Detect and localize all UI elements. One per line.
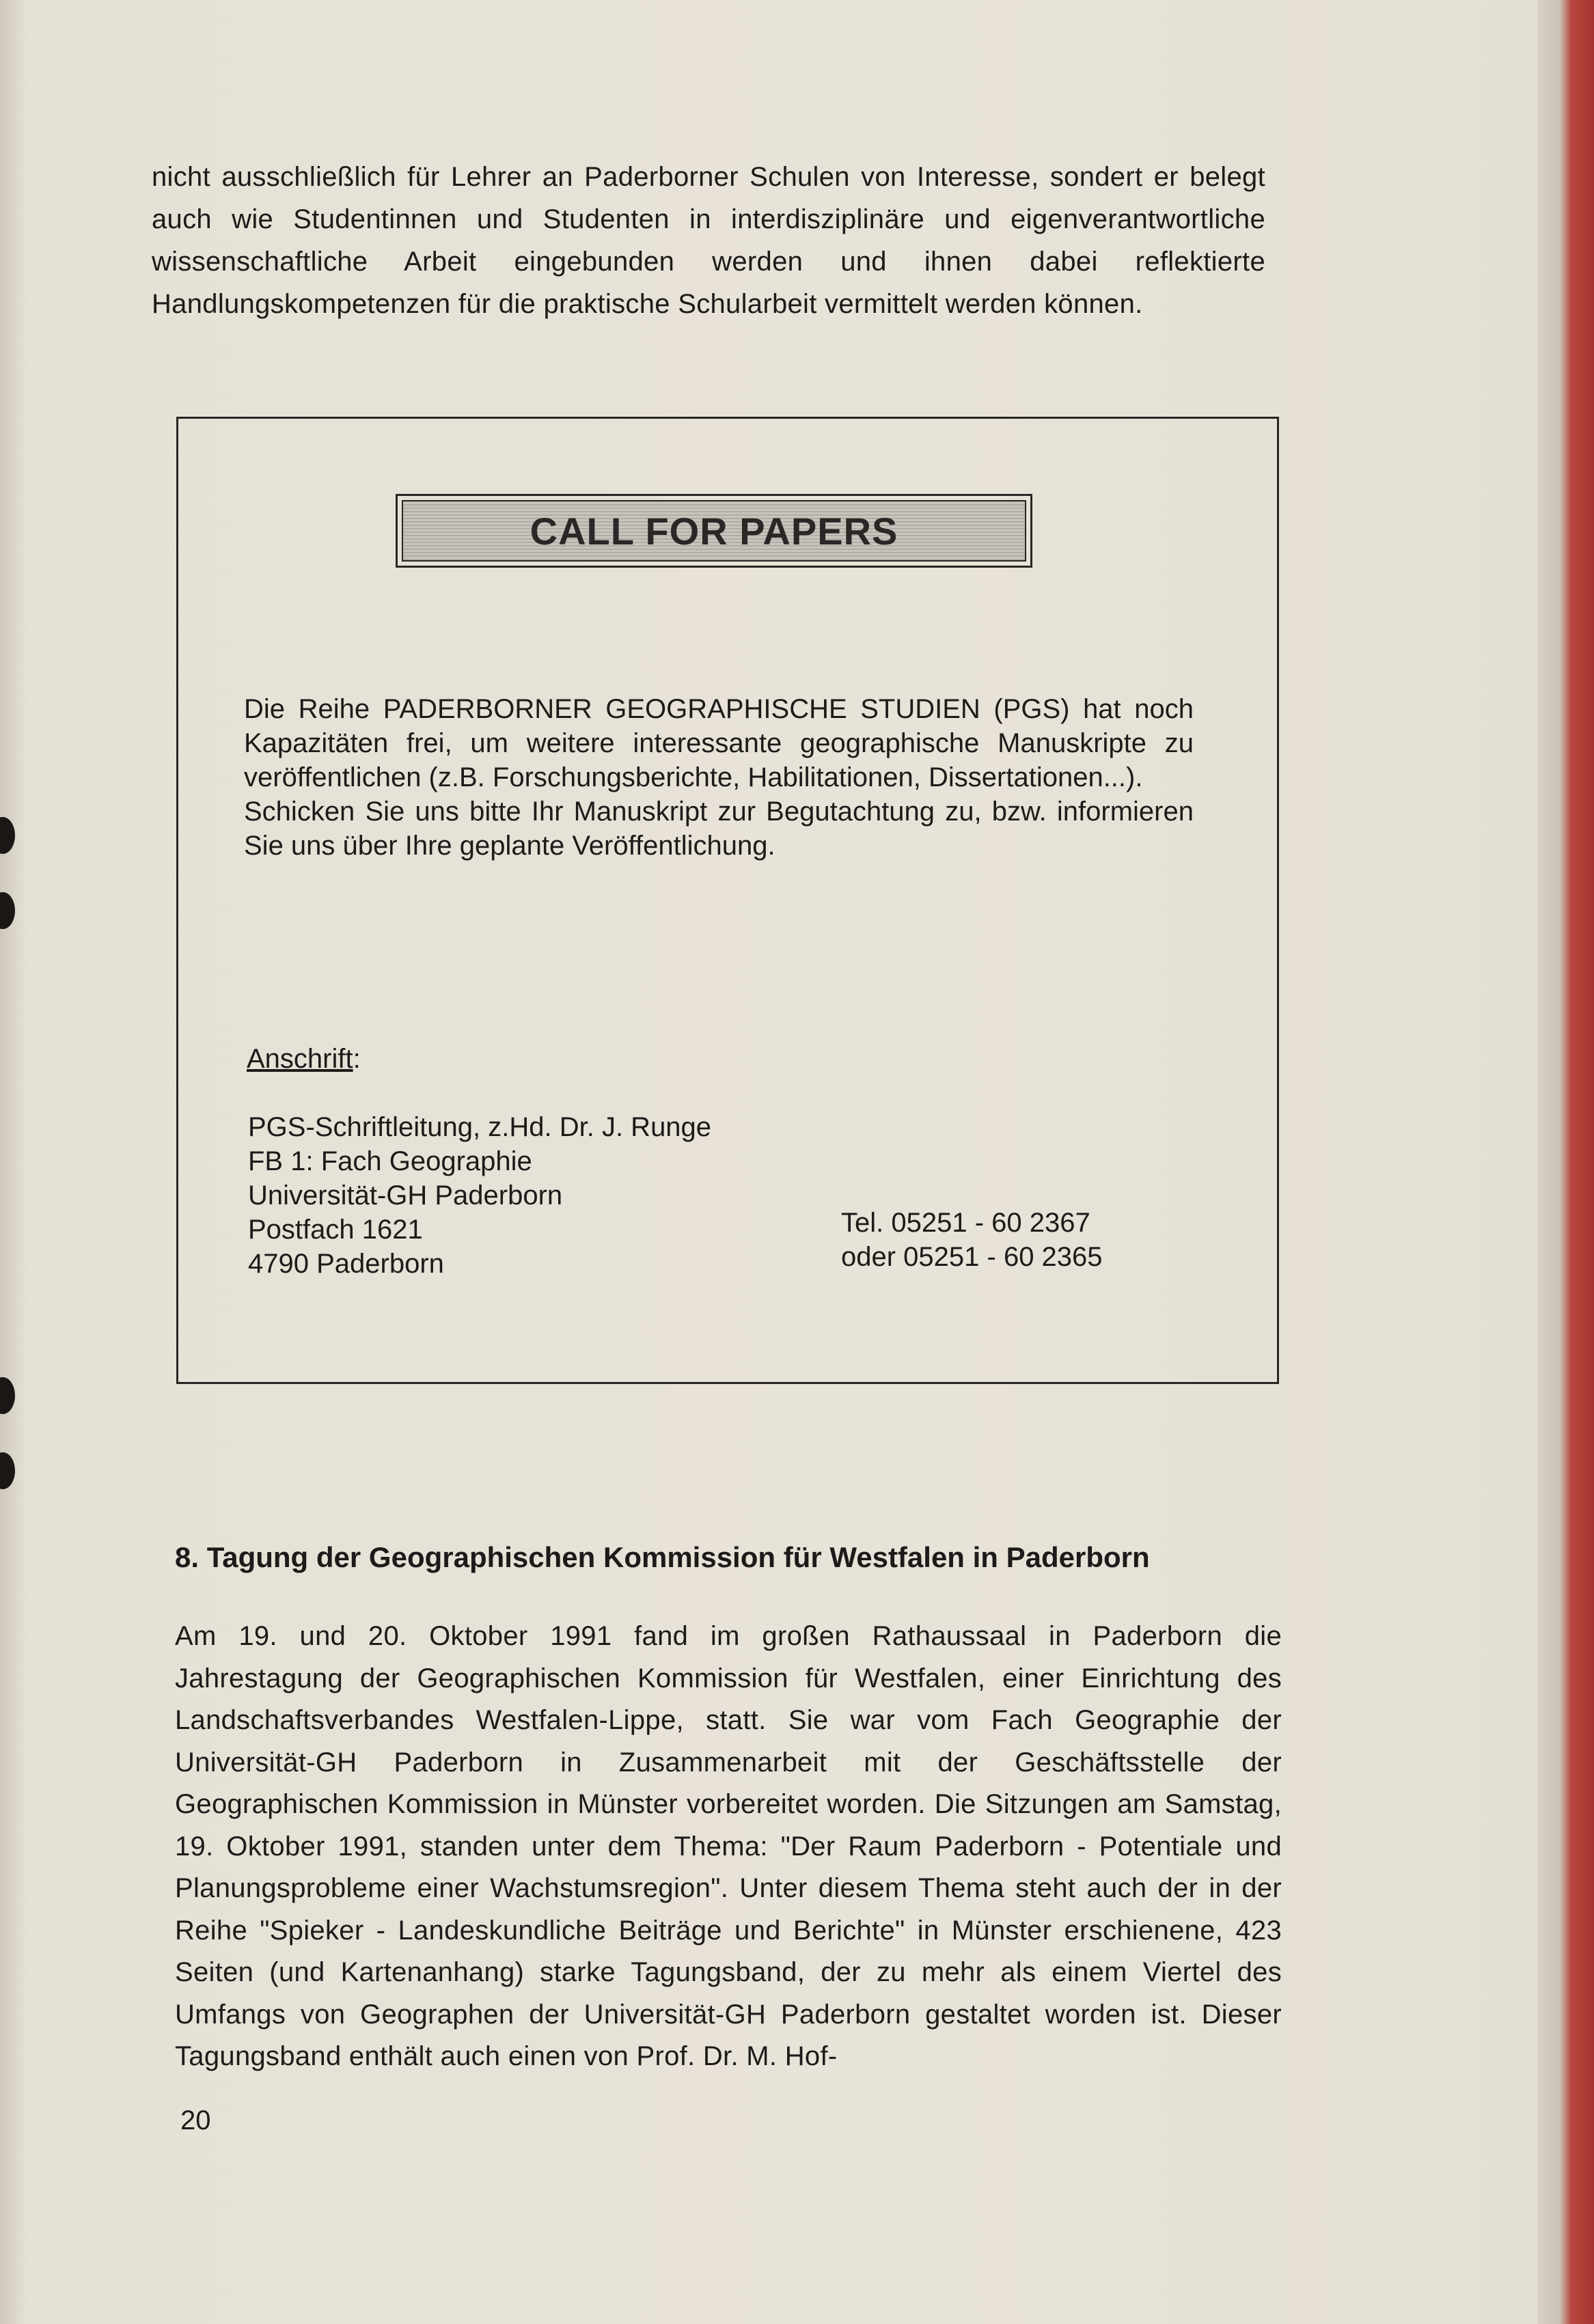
section-heading: 8. Tagung der Geographischen Kommission für Westfalen in Paderborn xyxy=(175,1541,1150,1573)
section-body xyxy=(175,1616,1282,2078)
punch-hole xyxy=(0,1377,15,1414)
call-for-papers-box xyxy=(176,417,1279,1384)
call-for-papers-title: CALL FOR PAPERS xyxy=(402,500,1026,562)
cfp-paragraph-2: Schicken Sie uns bitte Ihr Manuskript zur Begutachtung zu, bzw. informieren Sie uns über Ihre geplante Veröffentlichung. xyxy=(244,797,1194,861)
punch-hole xyxy=(0,817,15,854)
section-body-text: Am 19. und 20. Oktober 1991 fand im großen Rathaussaal in Paderborn die Jahrestagung der Geographischen Kommission für Westfalen, einer Einrichtung des Landschaftsverbandes Westfalen-Lippe, statt. Sie war vom Fach Geographie der Universität-GH Paderborn in Zusammenarbeit mit der Geschäftsstelle der Geographischen Kommission in Münster vorbereitet worden. Die Sitzungen am Samstag, 19. Oktober 1991, standen unter dem Thema: "Der Raum Paderborn - Potentiale und Planungsprobleme einer Wachstumsregion". Unter diesem Thema steht auch der in der Reihe "Spieker - Landeskundliche Beiträge und Berichte" in Münster erschienene, 423 Seiten (und Kartenanhang) starke Tagungsband, der zu mehr als einem Viertel des Umfangs von Geographen der Universität-GH Paderborn gestaltet worden ist. Dieser Tagungsband enthält auch einen von Prof. Dr. M. Hof- xyxy=(175,1621,1282,2071)
address-block xyxy=(248,1110,711,1281)
call-for-papers-text xyxy=(244,692,1194,863)
address-line: Universität-GH Paderborn xyxy=(248,1180,563,1211)
cfp-paragraph-1: Die Reihe PADERBORNER GEOGRAPHISCHE STUDIEN (PGS) hat noch Kapazitäten frei, um weitere interessante geographische Manuskripte zu veröffentlichen (z.B. Forschungsberichte, Habilitationen, Dissertationen...). xyxy=(244,694,1194,792)
address-label: Anschrift: xyxy=(247,1044,361,1074)
call-for-papers-banner xyxy=(396,494,1032,568)
phone-line: Tel. 05251 - 60 2367 xyxy=(841,1208,1090,1238)
address-line: Postfach 1621 xyxy=(248,1215,423,1245)
binder-edge xyxy=(1537,0,1594,2324)
punch-hole xyxy=(0,1452,15,1489)
intro-paragraph xyxy=(152,156,1265,325)
intro-text: nicht ausschließlich für Lehrer an Paderborner Schulen von Interesse, sondert er belegt auch wie Studentinnen und Studenten in interdisziplinäre und eigenverantwortliche wissenschaftliche Arbeit eingebunden werden und ihnen dabei reflektierte Handlungskompetenzen für die praktische Schularbeit vermittelt werden können. xyxy=(152,162,1265,319)
address-line: 4790 Paderborn xyxy=(248,1249,444,1279)
address-label-text: Anschrift xyxy=(247,1044,353,1074)
phone-block xyxy=(841,1206,1103,1274)
page-number: 20 xyxy=(180,2105,211,2135)
address-line: FB 1: Fach Geographie xyxy=(248,1146,532,1176)
address-line: PGS-Schriftleitung, z.Hd. Dr. J. Runge xyxy=(248,1112,712,1142)
phone-line: oder 05251 - 60 2365 xyxy=(841,1242,1103,1272)
punch-hole xyxy=(0,892,15,929)
